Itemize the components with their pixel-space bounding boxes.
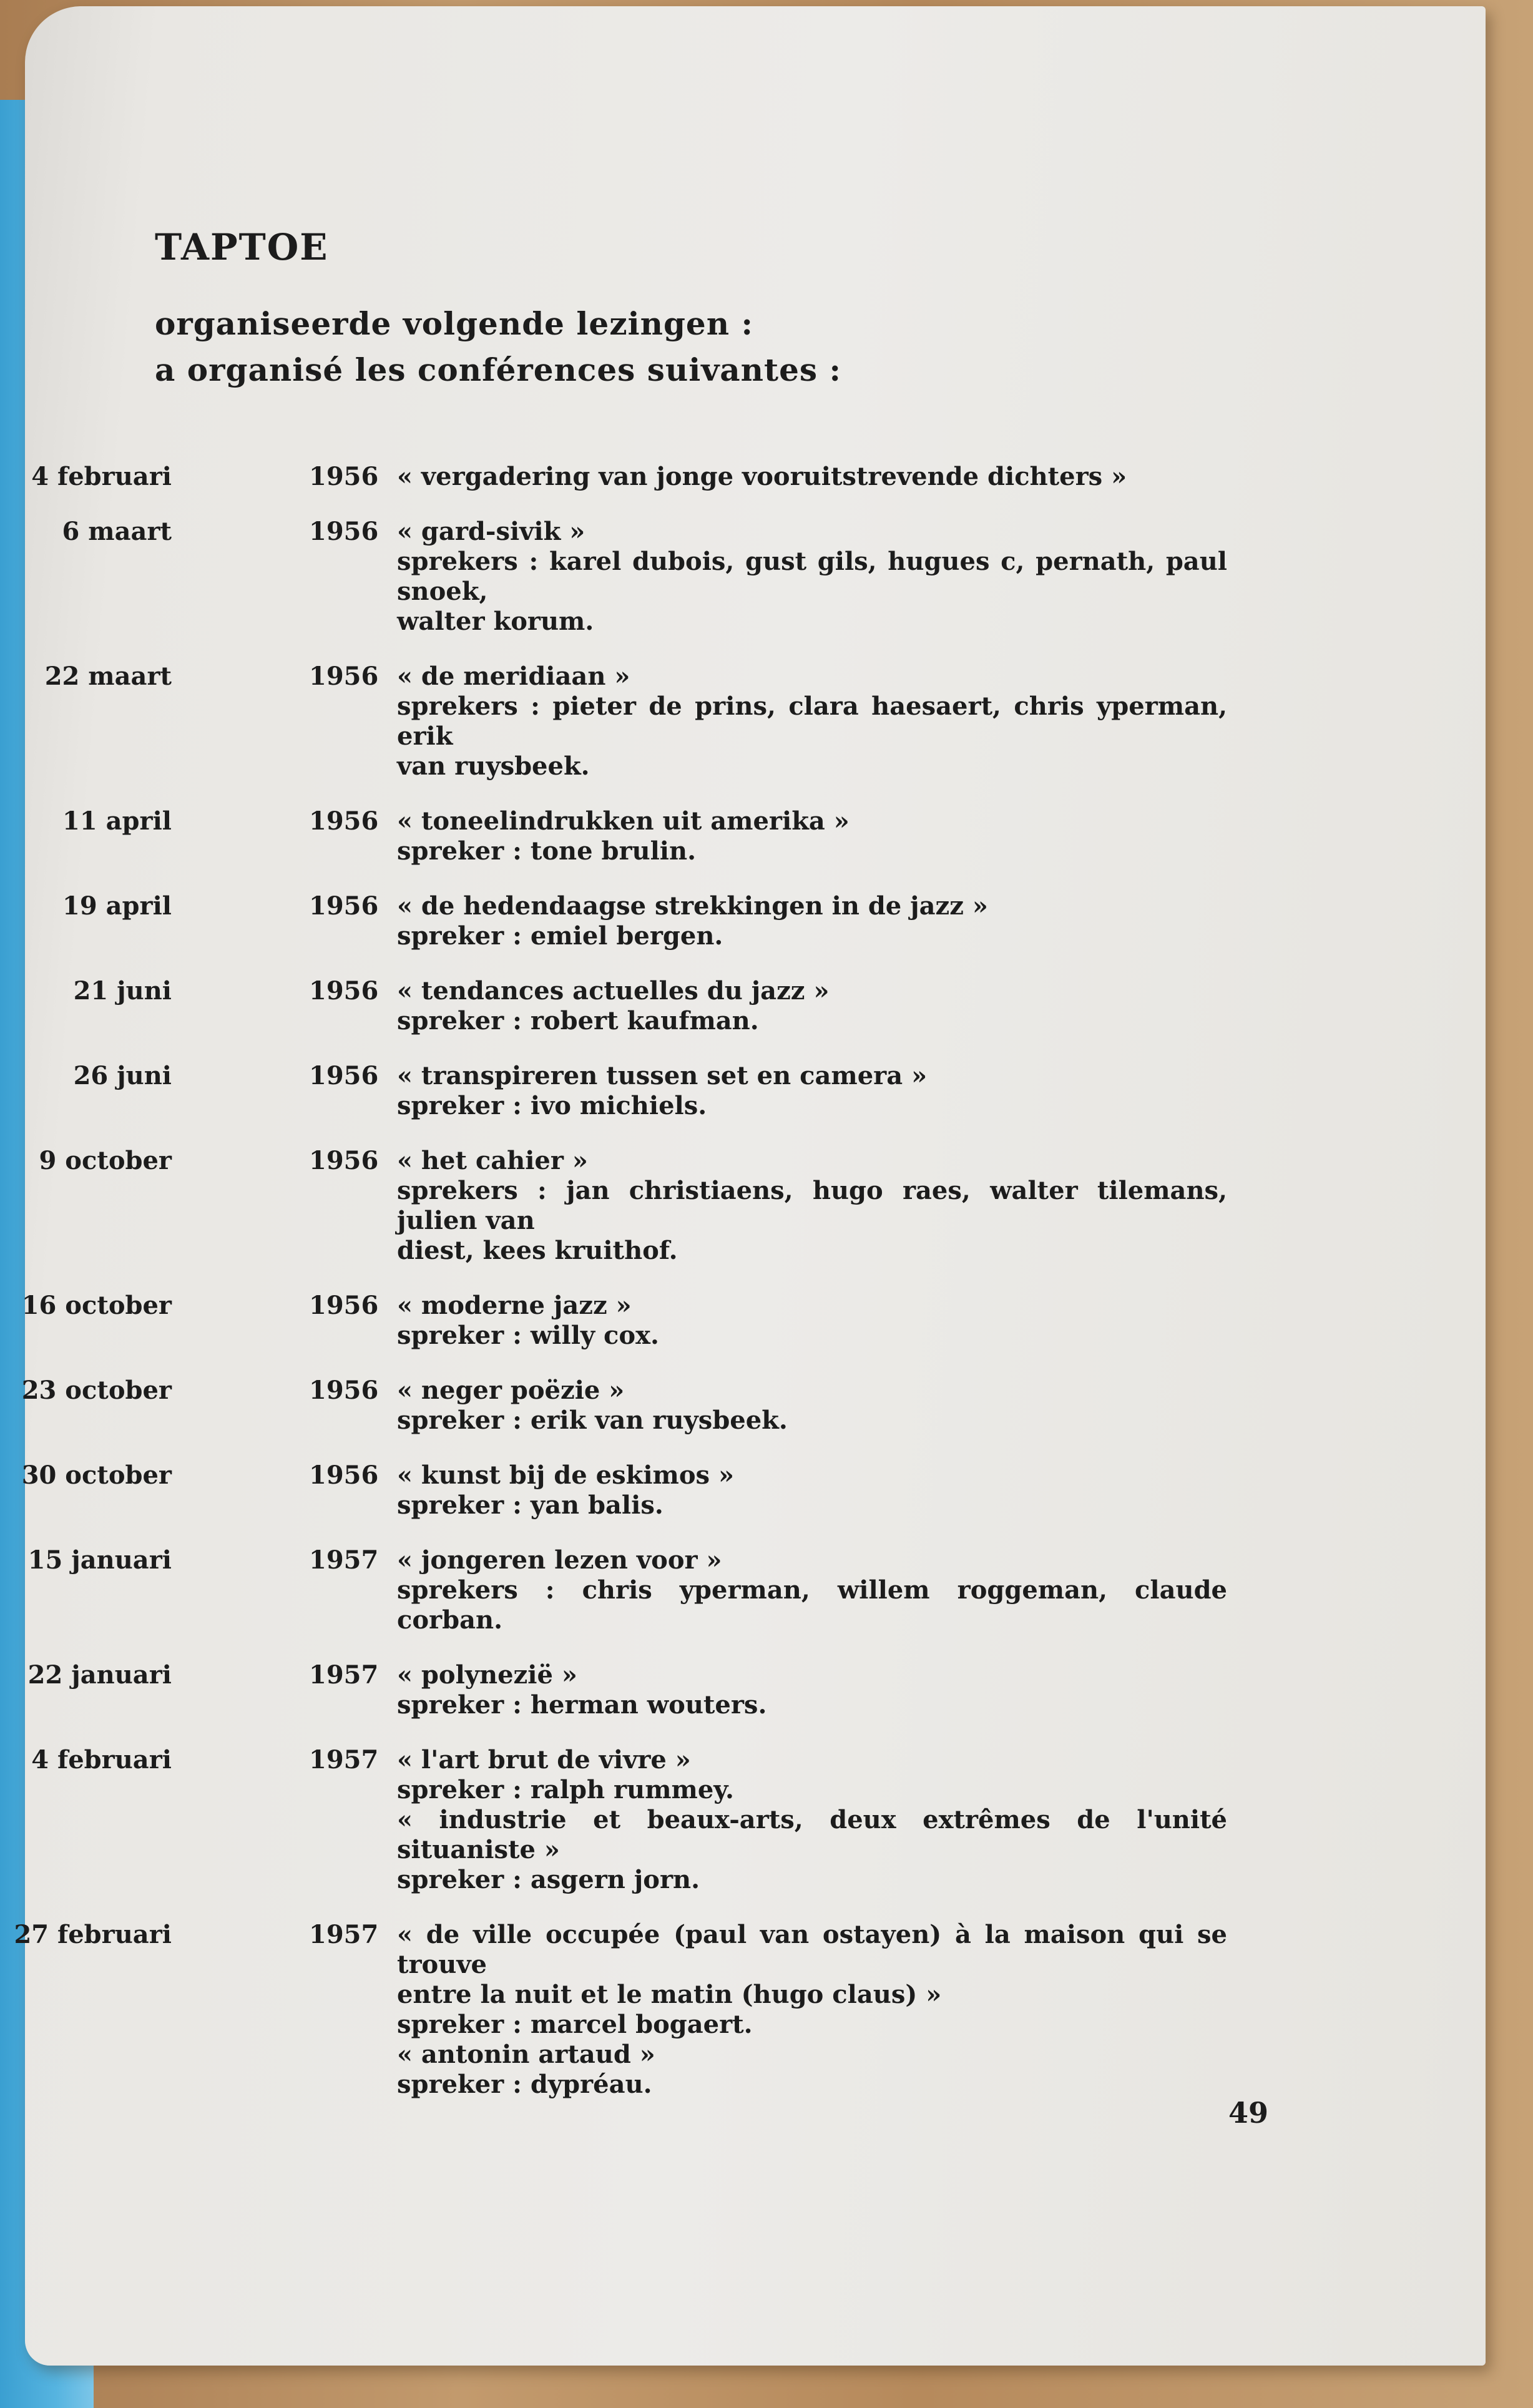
- lecture-line: spreker : ralph rummey.: [397, 1775, 734, 1804]
- lecture-line: « vergadering van jonge vooruitstrevende dichters »: [397, 462, 1127, 491]
- lecture-line: « industrie et beaux-arts, deux extrêmes de l'unité situaniste »: [397, 1805, 1227, 1864]
- lecture-date: [0, 462, 379, 492]
- lecture-day-month: 11 april: [62, 806, 172, 836]
- lecture-day-month: 4 februari: [31, 462, 172, 491]
- lecture-date: [0, 1545, 379, 1575]
- lecture-details: [375, 806, 1258, 866]
- lecture-year: 1956: [309, 976, 379, 1006]
- lecture-details: [375, 462, 1258, 492]
- lecture-year: 1956: [309, 891, 379, 921]
- lecture-day-month: 26 juni: [73, 1061, 172, 1090]
- lecture-line: spreker : erik van ruysbeek.: [397, 1406, 788, 1435]
- lecture-date: [0, 806, 379, 836]
- lecture-details: [375, 1660, 1258, 1720]
- lecture-line: « l'art brut de vivre »: [397, 1745, 691, 1774]
- lecture-details: [375, 976, 1258, 1036]
- lecture-year: 1956: [309, 517, 379, 546]
- lecture-entry: [0, 976, 1533, 1036]
- lecture-details: [375, 1745, 1258, 1895]
- lecture-entry: [0, 517, 1533, 637]
- lecture-day-month: 21 juni: [73, 976, 172, 1006]
- lecture-line: « het cahier »: [397, 1146, 588, 1175]
- lecture-entry: [0, 1461, 1533, 1520]
- lecture-line: spreker : willy cox.: [397, 1321, 659, 1350]
- lecture-day-month: 22 januari: [27, 1660, 172, 1690]
- lecture-line: « de meridiaan »: [397, 662, 630, 691]
- lecture-date: [0, 1376, 379, 1406]
- lecture-line: « tendances actuelles du jazz »: [397, 976, 830, 1006]
- lecture-line: spreker : herman wouters.: [397, 1690, 767, 1720]
- lecture-year: 1957: [309, 1660, 379, 1690]
- lecture-line: sprekers : pieter de prins, clara haesaert, chris yperman, erik: [397, 692, 1227, 751]
- lecture-line: sprekers : karel dubois, gust gils, hugues c, pernath, paul snoek,: [397, 547, 1227, 606]
- lecture-line: van ruysbeek.: [397, 751, 590, 781]
- lecture-year: 1956: [309, 462, 379, 491]
- lecture-year: 1956: [309, 1146, 379, 1175]
- subtitle-nl: organiseerde volgende lezingen :: [155, 305, 753, 342]
- lecture-day-month: 15 januari: [27, 1545, 172, 1575]
- lecture-details: [375, 662, 1258, 781]
- lecture-date: [0, 1291, 379, 1321]
- lecture-entry: [0, 1061, 1533, 1121]
- lecture-date: [0, 891, 379, 921]
- lecture-entry: [0, 1745, 1533, 1895]
- lecture-details: [375, 891, 1258, 951]
- lecture-date: [0, 1061, 379, 1091]
- lecture-entry: [0, 1146, 1533, 1266]
- lecture-entry: [0, 806, 1533, 866]
- lecture-line: spreker : dypréau.: [397, 2070, 652, 2099]
- lecture-entry: [0, 1545, 1533, 1635]
- lecture-day-month: 9 october: [39, 1146, 172, 1175]
- lecture-date: [0, 976, 379, 1006]
- lecture-line: « toneelindrukken uit amerika »: [397, 806, 850, 836]
- lecture-day-month: 16 october: [21, 1291, 172, 1320]
- lecture-date: [0, 1920, 379, 1950]
- lecture-date: [0, 1461, 379, 1490]
- lecture-year: 1956: [309, 1461, 379, 1490]
- lecture-line: « de ville occupée (paul van ostayen) à la maison qui se trouve: [397, 1920, 1227, 1979]
- lecture-line: walter korum.: [397, 607, 594, 636]
- lecture-line: spreker : ivo michiels.: [397, 1091, 707, 1120]
- lecture-details: [375, 517, 1258, 637]
- lecture-day-month: 6 maart: [62, 517, 172, 546]
- lecture-day-month: 27 februari: [14, 1920, 172, 1949]
- lecture-line: « kunst bij de eskimos »: [397, 1461, 734, 1490]
- lecture-line: spreker : robert kaufman.: [397, 1006, 759, 1035]
- lecture-details: [375, 1291, 1258, 1351]
- lecture-day-month: 22 maart: [44, 662, 172, 691]
- lecture-date: [0, 517, 379, 547]
- lecture-year: 1957: [309, 1920, 379, 1949]
- subtitle: [155, 301, 841, 393]
- lecture-line: spreker : yan balis.: [397, 1490, 664, 1520]
- lecture-line: « polynezië »: [397, 1660, 577, 1690]
- lecture-entry: [0, 1291, 1533, 1351]
- lecture-day-month: 4 februari: [31, 1745, 172, 1774]
- lecture-line: « neger poëzie »: [397, 1376, 625, 1405]
- lecture-day-month: 23 october: [21, 1376, 172, 1405]
- lecture-line: spreker : tone brulin.: [397, 836, 697, 866]
- lecture-details: [375, 1920, 1258, 2100]
- lecture-line: spreker : marcel bogaert.: [397, 2010, 753, 2039]
- lecture-line: spreker : asgern jorn.: [397, 1865, 700, 1894]
- lecture-line: diest, kees kruithof.: [397, 1236, 678, 1265]
- page-title: TAPTOE: [155, 226, 329, 268]
- lecture-line: « antonin artaud »: [397, 2040, 655, 2069]
- lecture-entry: [0, 1920, 1533, 2100]
- lecture-date: [0, 1660, 379, 1690]
- lecture-year: 1956: [309, 1061, 379, 1090]
- lecture-year: 1956: [309, 806, 379, 836]
- lecture-year: 1956: [309, 1376, 379, 1405]
- lecture-date: [0, 1146, 379, 1176]
- subtitle-fr: a organisé les conférences suivantes :: [155, 351, 841, 388]
- lecture-date: [0, 1745, 379, 1775]
- lecture-year: 1956: [309, 662, 379, 691]
- lecture-line: sprekers : chris yperman, willem roggeman, claude corban.: [397, 1575, 1227, 1635]
- lecture-details: [375, 1376, 1258, 1436]
- lecture-line: « moderne jazz »: [397, 1291, 632, 1320]
- lecture-details: [375, 1061, 1258, 1121]
- lecture-day-month: 19 april: [62, 891, 172, 921]
- lecture-year: 1957: [309, 1545, 379, 1575]
- lecture-line: « gard-sivik »: [397, 517, 585, 546]
- page-number: 49: [1228, 2096, 1269, 2130]
- lecture-line: sprekers : jan christiaens, hugo raes, walter tilemans, julien van: [397, 1176, 1227, 1235]
- lecture-line: « de hedendaagse strekkingen in de jazz »: [397, 891, 988, 921]
- lecture-entry: [0, 891, 1533, 951]
- lecture-entry: [0, 1660, 1533, 1720]
- lecture-line: « jongeren lezen voor »: [397, 1545, 722, 1575]
- lecture-line: « transpireren tussen set en camera »: [397, 1061, 928, 1090]
- lecture-entry: [0, 462, 1533, 492]
- lecture-year: 1956: [309, 1291, 379, 1320]
- lecture-day-month: 30 october: [21, 1461, 172, 1490]
- lecture-details: [375, 1461, 1258, 1520]
- lecture-details: [375, 1545, 1258, 1635]
- lecture-details: [375, 1146, 1258, 1266]
- lecture-line: entre la nuit et le matin (hugo claus) »: [397, 1980, 942, 2009]
- lecture-line: spreker : emiel bergen.: [397, 921, 723, 951]
- lecture-entry: [0, 662, 1533, 781]
- lecture-list: [0, 462, 1533, 2125]
- lecture-year: 1957: [309, 1745, 379, 1774]
- lecture-date: [0, 662, 379, 692]
- lecture-entry: [0, 1376, 1533, 1436]
